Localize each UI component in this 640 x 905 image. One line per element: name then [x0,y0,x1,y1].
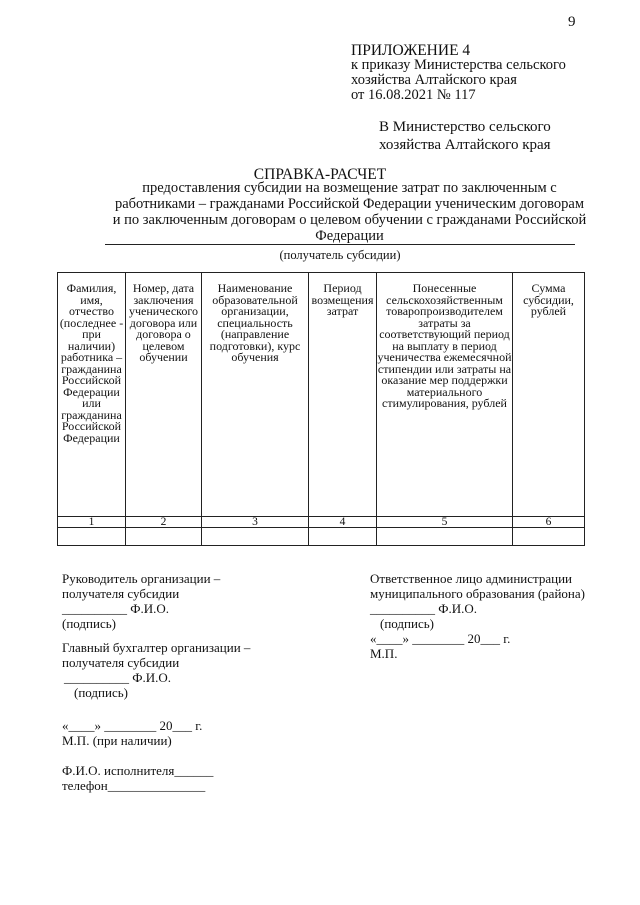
appendix-title: ПРИЛОЖЕНИЕ 4 [351,42,471,59]
municipal-role-line-1: Ответственное лицо администрации [370,571,573,586]
accountant-signature-caption: (подпись) [74,685,128,700]
addressee-line-1: В Министерство сельского [379,119,551,135]
page-number: 9 [568,14,576,30]
table-cell[interactable] [202,528,309,546]
column-number: 1 [58,517,126,528]
date-stamp-block [62,718,202,748]
recipient-line [105,244,575,245]
column-number: 4 [309,517,377,528]
appendix-date-line: от 16.08.2021 № 117 [351,87,476,103]
document-title: СПРАВКА-РАСЧЕТ [253,166,387,183]
table-cell[interactable] [377,528,513,546]
executor-name-field: Ф.И.О. исполнителя______ [62,763,214,778]
document-subtitle: предоставления субсидии на возмещение затрат по заключенным с работниками – гражданами Российской Федерации ученическим договорам и по заключенным договорам о целевом обучении с гражданами Российской Федерации [112,180,587,244]
calculation-table [57,272,585,546]
head-signature-field: __________ Ф.И.О. [62,601,170,616]
table-cell[interactable] [513,528,585,546]
head-role-line-2: получателя субсидии [62,586,180,601]
table-header-row [58,273,585,517]
stamp-note: М.П. (при наличии) [62,733,172,748]
column-number: 2 [126,517,202,528]
addressee-line-2: хозяйства Алтайского края [379,137,551,153]
accountant-signature-block [62,640,250,700]
header-institution: Наименование образовательной организации, специальность (направление подготовки), курс обучения [202,273,309,517]
table-cell[interactable] [126,528,202,546]
header-subsidy-sum: Сумма субсидии, рублей [513,273,585,517]
appendix-block [351,43,566,103]
addressee-block [379,118,551,154]
table-number-row [58,517,585,528]
recipient-caption: (получатель субсидии) [279,248,401,262]
accountant-role-line-2: получателя субсидии [62,655,180,670]
date-field: «____» ________ 20___ г. [62,718,203,733]
column-number: 5 [377,517,513,528]
appendix-order-line: к приказу Министерства сельского [351,57,566,73]
municipal-signature-block [370,571,585,661]
header-expenses: Понесенные сельскохозяйственным товаропроизводителем затраты за соответствующий период на выплату в период ученичества ежемесячной стипендии или затраты на оказание мер поддержки материального стимулирования, рублей [377,273,513,517]
column-number: 3 [202,517,309,528]
header-contract: Номер, дата заключения ученического договора или договора о целевом обучении [126,273,202,517]
municipal-role-line-2: муниципального образования (района) [370,586,585,601]
municipal-stamp-note: М.П. [370,646,398,661]
head-signature-block [62,571,220,631]
column-number: 6 [513,517,585,528]
appendix-ministry-line: хозяйства Алтайского края [351,72,517,88]
executor-phone-field: телефон_______________ [62,778,206,793]
executor-block [62,763,213,793]
accountant-signature-field: __________ Ф.И.О. [64,670,172,685]
municipal-signature-field: __________ Ф.И.О. [370,601,478,616]
municipal-signature-caption: (подпись) [380,616,434,631]
header-employee-name: Фамилия, имя, отчество (последнее - при наличии) работника – гражданина Российской Федерации или гражданина Российской Федерации [58,273,126,517]
table-cell[interactable] [58,528,126,546]
accountant-role-line-1: Главный бухгалтер организации – [62,640,251,655]
header-period: Период возмещения затрат [309,273,377,517]
table-row [58,528,585,546]
table-cell[interactable] [309,528,377,546]
head-role-line-1: Руководитель организации – [62,571,221,586]
head-signature-caption: (подпись) [62,616,116,631]
municipal-date-field: «____» ________ 20___ г. [370,631,511,646]
